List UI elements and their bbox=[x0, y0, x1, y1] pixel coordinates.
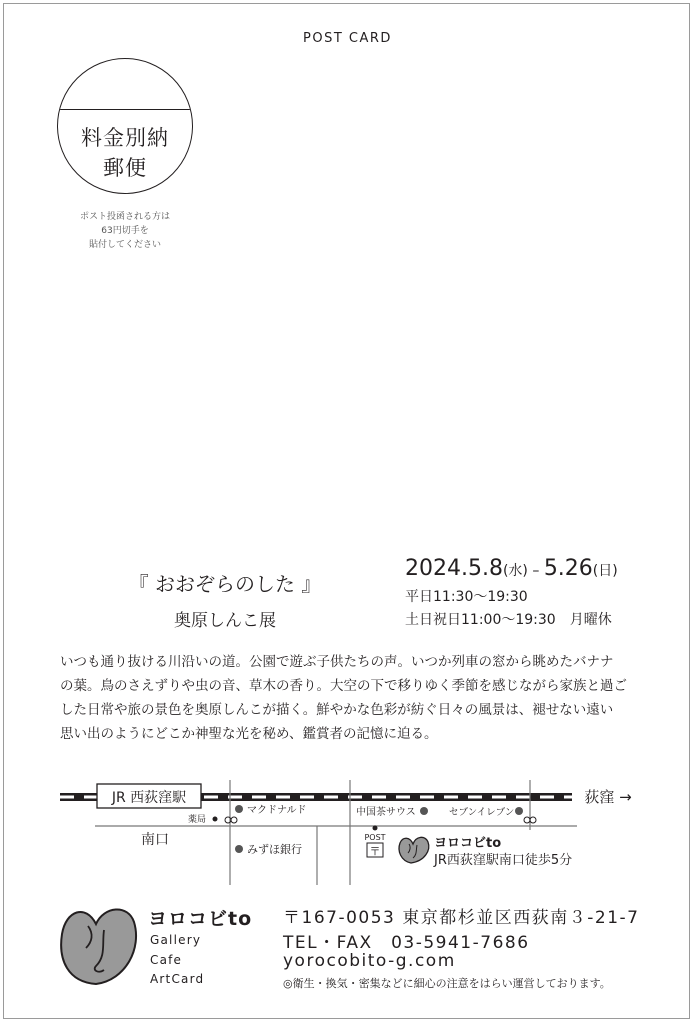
tea-shop-label: 中国茶サウス bbox=[356, 807, 416, 818]
seven-eleven-marker bbox=[515, 807, 523, 815]
description-line3: した日常や旅の景色を奥原しんこが描く。鮮やかな色彩が紡ぐ日々の風景は、褪せない遠い bbox=[60, 702, 614, 718]
hours-weekday: 平日11:30〜19:30 bbox=[405, 589, 528, 605]
day-start: (水) bbox=[502, 563, 528, 579]
ogikubo-label: 荻窪 → bbox=[584, 788, 632, 806]
post-marker-dot bbox=[373, 826, 378, 831]
access-map bbox=[0, 770, 695, 890]
crossing-mark-4 bbox=[530, 817, 536, 823]
description-line1: いつも通り抜ける川沿いの道。公園で遊ぶ子供たちの声。いつか列車の窓から眺めたバナナ bbox=[60, 654, 614, 670]
exhibition-artist: 奥原しんこ展 bbox=[174, 611, 276, 631]
seven-eleven-label: セブンイレブン bbox=[449, 807, 515, 818]
hours-weekend bbox=[405, 609, 612, 629]
date-dash: – bbox=[527, 563, 544, 579]
description-line4: 思い出のようにどこか神聖な光を秘め、鑑賞者の記憶に迫る。 bbox=[60, 726, 438, 742]
pharmacy-label: 薬局 bbox=[188, 815, 207, 825]
exhibition-dates bbox=[405, 556, 618, 581]
phone-fax: TEL・FAX 03-5941-7686 bbox=[283, 933, 530, 953]
brand-tagline bbox=[150, 931, 204, 990]
yorocobito-small-logo-icon bbox=[399, 837, 429, 863]
mizuho-label: みずほ銀行 bbox=[247, 843, 302, 856]
stamp-note-line2: 63円切手を bbox=[101, 226, 149, 236]
mcdonalds-marker bbox=[235, 805, 243, 813]
post-mark-icon: 〒 bbox=[369, 845, 381, 858]
tea-shop-marker bbox=[420, 807, 428, 815]
stamp-text-line2: 郵便 bbox=[103, 156, 147, 180]
tagline-cafe: Cafe bbox=[150, 952, 183, 967]
mizuho-marker bbox=[235, 845, 243, 853]
stamp-note-line3: 貼付してください bbox=[88, 240, 161, 250]
post-card-heading: POST CARD bbox=[303, 31, 392, 46]
crossing-mark-2 bbox=[231, 817, 237, 823]
brand-logo-text: ヨロコビto bbox=[148, 908, 253, 930]
day-end: (日) bbox=[592, 563, 618, 579]
walk-time-label: JR西荻窪駅南口徒歩5分 bbox=[434, 853, 573, 868]
tagline-artcard: ArtCard bbox=[150, 972, 205, 986]
hygiene-notice: ◎衛生・換気・密集などに細心の注意をはらい運営しております。 bbox=[283, 977, 611, 990]
mcdonalds-label: マクドナルド bbox=[247, 805, 307, 816]
hours-weekend-text: 土日祝日11:00〜19:30 bbox=[405, 612, 556, 628]
postage-stamp-circle bbox=[57, 58, 193, 194]
exhibition-title: 『 おおぞらのした 』 bbox=[128, 572, 322, 596]
date-end: 5.26 bbox=[543, 556, 593, 581]
stamp-divider bbox=[58, 109, 192, 110]
closed-day: 月曜休 bbox=[569, 612, 612, 628]
date-start: 2024.5.8 bbox=[405, 556, 503, 581]
description-line2: の葉。鳥のさえずりや虫の音、草木の香り。大空の下で移りゆく季節を感じながら家族と過ご bbox=[60, 678, 627, 694]
tagline-gallery: Gallery bbox=[150, 933, 202, 947]
address: 〒167-0053 東京都杉並区西荻南３-21-7 bbox=[283, 908, 640, 928]
crossing-mark-3 bbox=[524, 817, 530, 823]
stamp-note-line1: ポスト投函される方は bbox=[79, 212, 170, 222]
south-exit-label: 南口 bbox=[141, 832, 169, 848]
website-url[interactable]: yorocobito-g.com bbox=[283, 951, 456, 971]
exhibition-description bbox=[60, 650, 660, 746]
station-label: JR 西荻窪駅 bbox=[111, 790, 187, 806]
map-logo-text: ヨロコビto bbox=[434, 836, 502, 851]
post-label: POST bbox=[364, 833, 386, 842]
yorocobito-logo-icon bbox=[58, 902, 140, 988]
pharmacy-marker bbox=[213, 817, 218, 822]
stamp-text-line1: 料金別納 bbox=[81, 126, 169, 150]
